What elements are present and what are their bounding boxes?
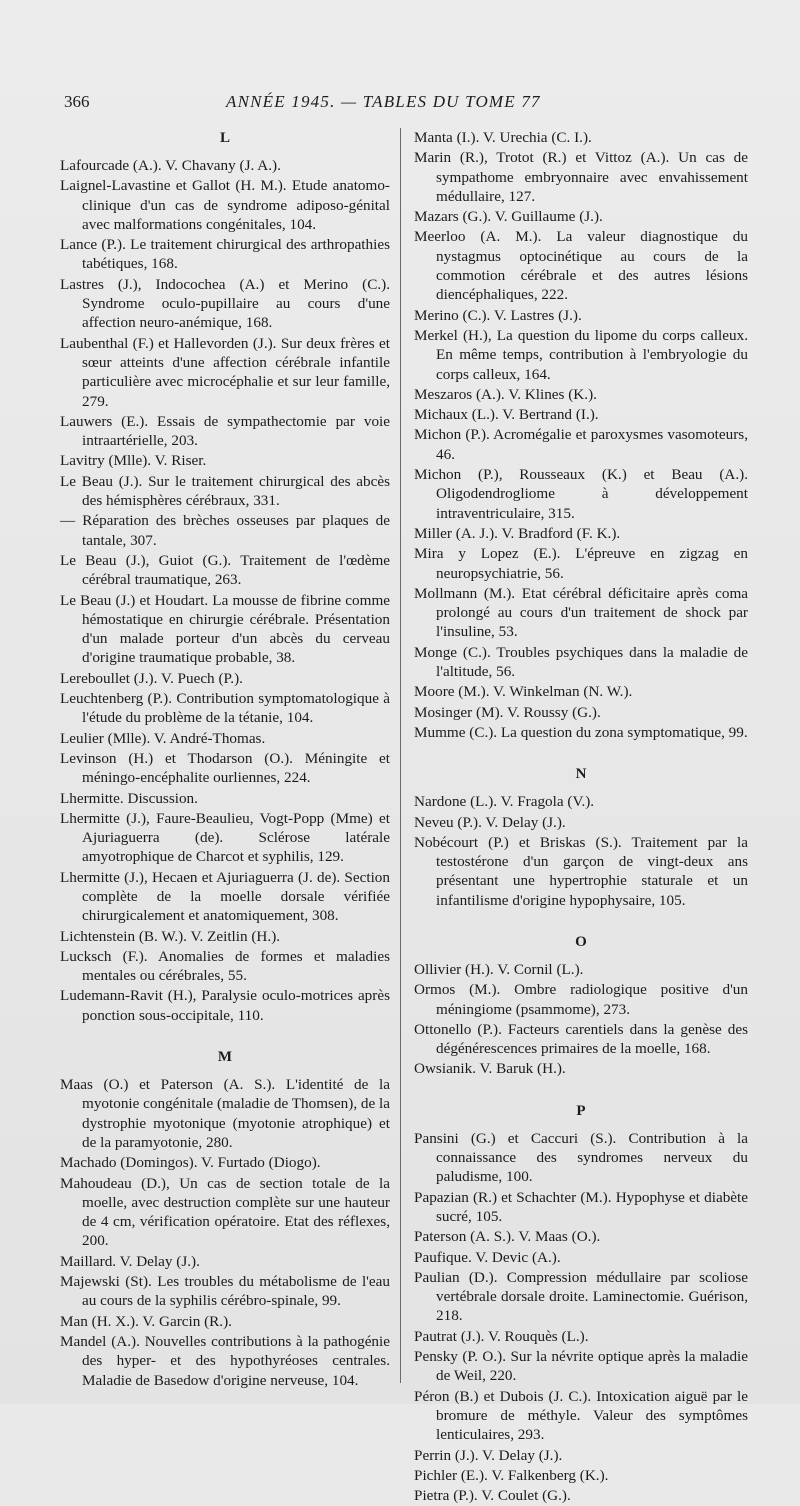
index-entry: Lichtenstein (B. W.). V. Zeitlin (H.).: [60, 927, 281, 945]
index-entry: Le Beau (J.), Guiot (G.). Traitement de l'œdème cérébral traumatique, 263.: [60, 551, 390, 589]
index-entry: Mumme (C.). La question du zona symptomatique, 99.: [414, 723, 748, 741]
index-entry: Lereboullet (J.). V. Puech (P.).: [60, 669, 243, 687]
index-entry: Meszaros (A.). V. Klines (K.).: [414, 385, 597, 403]
index-entry: Ollivier (H.). V. Cornil (L.).: [414, 960, 584, 978]
index-entry: Pensky (P. O.). Sur la névrite optique après la maladie de Weil, 220.: [414, 1348, 748, 1385]
index-entry: Paterson (A. S.). V. Maas (O.).: [414, 1228, 601, 1246]
index-entry: Leulier (Mlle). V. André-Thomas.: [60, 729, 266, 747]
index-entry: Levinson (H.) et Thodarson (O.). Méningite et méningo-encéphalite ourliennes, 224.: [60, 749, 390, 787]
index-entry: Machado (Domingos). V. Furtado (Diogo).: [60, 1154, 321, 1172]
index-entry: Mandel (A.). Nouvelles contributions à la pathogénie des hyper- et des hypothyréoses centrales. Maladie de Basedow d'origine nerveuse, 104.: [60, 1332, 390, 1389]
index-entry: Le Beau (J.). Sur le traitement chirurgical des abcès des hémisphères cérébraux, 331.: [60, 472, 390, 510]
section-letter: L: [219, 130, 230, 146]
page-number: 366: [64, 92, 90, 111]
index-entry: Maas (O.) et Paterson (A. S.). L'identité de la myotonie congénitale (maladie de Thomsen), de la dystrophie myotonique (myotonie atrophique) et de la paramyotonie, 280.: [60, 1076, 391, 1151]
section-letter: M: [217, 1049, 233, 1066]
index-entry: Nobécourt (P.) et Briskas (S.). Traitement par la testostérone d'un garçon de vingt-deux ans présentant une hypertrophie staturale et un infantilisme d'origine hypophysaire, 105.: [414, 833, 748, 909]
index-entry: Mahoudeau (D.), Un cas de section totale de la moelle, avec destruction complète sur une hauteur de 4 cm, vérification opératoire. Etat des réflexes, 200.: [60, 1174, 390, 1250]
running-title: ANNÉE 1945. — TABLES DU TOME 77: [226, 92, 541, 111]
index-entry: — Réparation des brèches osseuses par plaques de tantale, 307.: [60, 512, 390, 549]
index-entry: Ludemann-Ravit (H.), Paralysie oculo-motrices après ponction sous-occipitale, 110.: [60, 987, 390, 1024]
index-entry: Leuchtenberg (P.). Contribution symptomatologique à l'étude du problème de la tétanie, 104.: [60, 690, 390, 727]
index-entry: Majewski (St). Les troubles du métabolisme de l'eau au cours de la syphilis cérébro-spinale, 99.: [60, 1273, 390, 1310]
index-entry: Pietra (P.). V. Coulet (G.).: [414, 1487, 571, 1505]
index-entry: Ottonello (P.). Facteurs carentiels dans la genèse des dégénérescences primaires de la moelle, 168.: [414, 1020, 748, 1058]
index-entry: Mosinger (M). V. Roussy (G.).: [414, 703, 601, 721]
index-entry: Pichler (E.). V. Falkenberg (K.).: [414, 1466, 609, 1484]
index-entry: Monge (C.). Troubles psychiques dans la maladie de l'altitude, 56.: [414, 643, 748, 681]
index-entry: Merkel (H.), La question du lipome du corps calleux. En même temps, contribution à l'embryologie du corps calleux, 164.: [414, 326, 748, 383]
index-entry: Michon (P.), Rousseaux (K.) et Beau (A.). Oligodendrogliome à développement intraventriculaire, 315.: [414, 466, 748, 522]
index-entry: Owsianik. V. Baruk (H.).: [414, 1060, 566, 1078]
index-entry: Pansini (G.) et Caccuri (S.). Contribution à la connaissance des syndromes nerveux du paludisme, 100.: [414, 1129, 748, 1186]
index-entry: Maillard. V. Delay (J.).: [60, 1252, 200, 1270]
index-entry: Mazars (G.). V. Guillaume (J.).: [414, 208, 603, 226]
index-entry: Laignel-Lavastine et Gallot (H. M.). Etude anatomo-clinique d'un cas de syndrome adiposo-génital avec malformations congénitales, 104.: [60, 177, 390, 233]
index-entry: Miller (A. J.). V. Bradford (F. K.).: [414, 524, 621, 542]
index-entry: Laubenthal (F.) et Hallevorden (J.). Sur deux frères et sœur atteints d'une affection cérébrale infantile particulière avec microcéphalie et sur leur famille, 279.: [60, 334, 390, 410]
index-entry: Merino (C.). V. Lastres (J.).: [414, 306, 582, 324]
index-entry: Lafourcade (A.). V. Chavany (J. A.).: [60, 157, 281, 174]
index-entry: Pautrat (J.). V. Rouquès (L.).: [414, 1327, 589, 1345]
index-entry: Michaux (L.). V. Bertrand (I.).: [414, 406, 599, 424]
page-header: [64, 92, 724, 120]
index-entry: Lavitry (Mlle). V. Riser.: [60, 452, 207, 470]
section-letter: P: [576, 1102, 586, 1119]
index-entry: Paufique. V. Devic (A.).: [414, 1248, 561, 1266]
index-entry: Meerloo (A. M.). La valeur diagnostique du nystagmus optocinétique au cours de la commotion cérébrale et des autres lésions diencéphaliques, 222.: [414, 228, 748, 304]
index-entry: Perrin (J.). V. Delay (J.).: [414, 1446, 563, 1464]
index-entry: Marin (R.), Trotot (R.) et Vittoz (A.). Un cas de sympathome embryonnaire avec envahissement médullaire, 127.: [414, 149, 748, 205]
index-entry: Mira y Lopez (E.). L'épreuve en zigzag en neuropsychiatrie, 56.: [414, 545, 748, 582]
index-entry: Lucksch (F.). Anomalies de formes et maladies mentales ou cérébrales, 55.: [60, 947, 390, 985]
section-letter: N: [575, 766, 587, 783]
left-column: [60, 128, 390, 1391]
index-entry: Ormos (M.). Ombre radiologique positive d'un méningiome (psammome), 273.: [414, 981, 748, 1018]
index-entry: Lhermitte. Discussion.: [60, 789, 198, 807]
right-column: [414, 128, 748, 1506]
index-entry: Lhermitte (J.), Hecaen et Ajuriaguerra (J. de). Section complète de la moelle dorsale vérifiée chirurgicalement et anatomiquement, 308.: [60, 868, 390, 925]
index-entry: Péron (B.) et Dubois (J. C.). Intoxication aiguë par le bromure de méthyle. Valeur des symptômes lenticulaires, 293.: [414, 1387, 748, 1444]
index-entry: Nardone (L.). V. Fragola (V.).: [414, 793, 595, 811]
index-entry: Papazian (R.) et Schachter (M.). Hypophyse et diabète sucré, 105.: [414, 1188, 748, 1225]
index-entry: Lhermitte (J.), Faure-Beaulieu, Vogt-Popp (Mme) et Ajuriaguerra (de). Sclérose latérale amyotrophique de Charcot et syphilis, 129.: [60, 809, 390, 866]
index-entry: Man (H. X.). V. Garcin (R.).: [60, 1312, 232, 1330]
index-entry: Mollmann (M.). Etat cérébral déficitaire après coma prolongé au cours d'un traitement de shock par l'insuline, 53.: [414, 584, 748, 641]
index-entry: Michon (P.). Acromégalie et paroxysmes vasomoteurs, 46.: [414, 426, 748, 463]
index-entry: Lastres (J.), Indocochea (A.) et Merino (C.). Syndrome oculo-pupillaire au cours d'une affection neuro-anémique, 168.: [60, 275, 390, 332]
index-entry: Paulian (D.). Compression médullaire par scoliose vertébrale dorsale droite. Laminectomie. Guérison, 218.: [414, 1268, 748, 1325]
index-entry: Neveu (P.). V. Delay (J.).: [414, 813, 566, 831]
column-divider: [400, 128, 401, 1383]
index-entry: Lauwers (E.). Essais de sympathectomie par voie intraartérielle, 203.: [60, 412, 390, 450]
index-entry: Moore (M.). V. Winkelman (N. W.).: [414, 683, 633, 701]
index-entry: Manta (I.). V. Urechia (C. I.).: [414, 129, 592, 146]
index-entry: Lance (P.). Le traitement chirurgical des arthropathies tabétiques, 168.: [60, 236, 390, 273]
index-entry: Le Beau (J.) et Houdart. La mousse de fibrine comme hémostatique en chirurgie cérébrale. Présentation d'un malade porteur d'un abcès du cerveau d'origine traumatique probable, 38.: [60, 591, 390, 667]
section-letter: O: [575, 933, 587, 950]
